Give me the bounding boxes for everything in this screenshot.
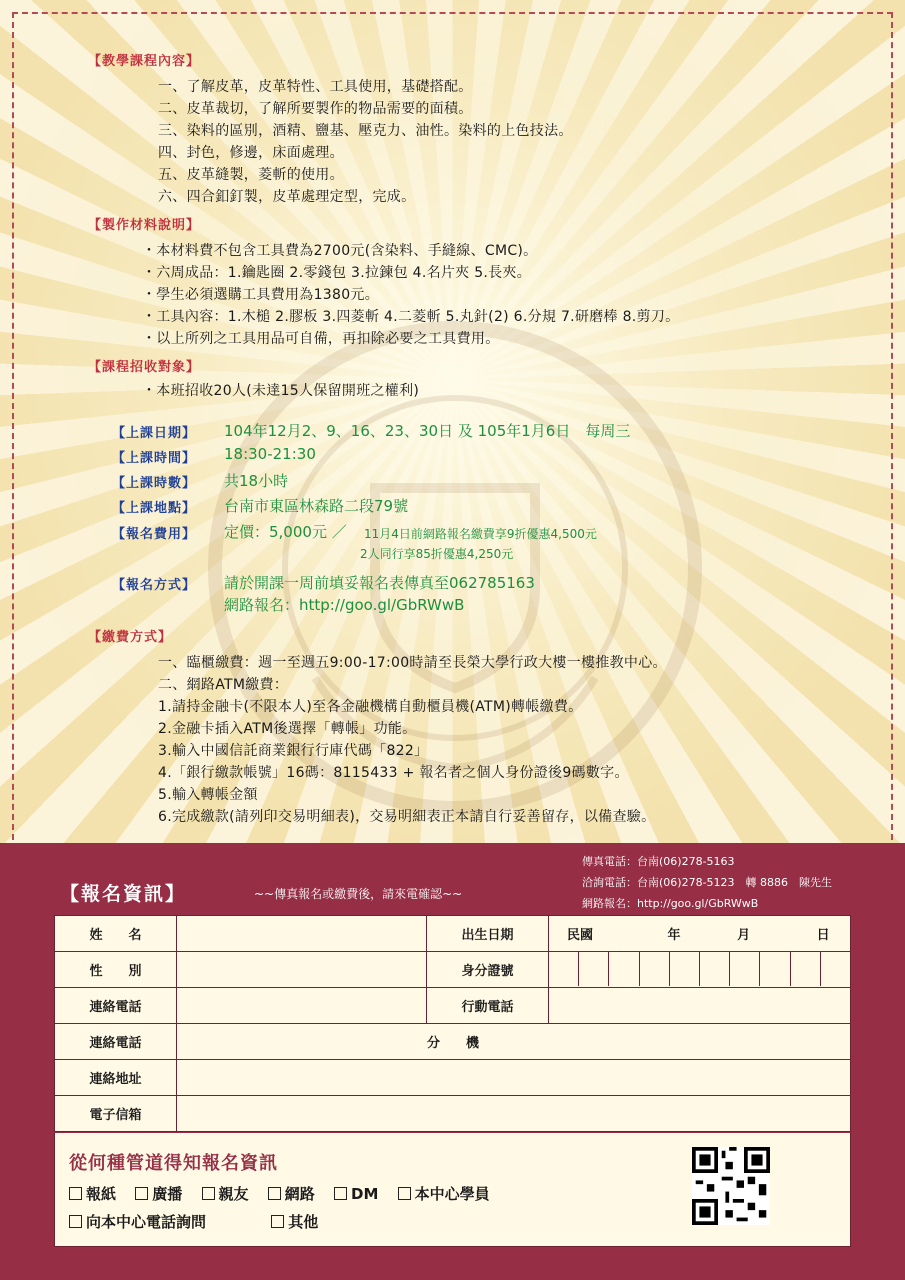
materials-item: ・工具內容：1.木槌 2.膠板 3.四菱斬 4.二菱斬 5.丸針(2) 6.分規 7.研磨棒 8.剪刀。 — [142, 309, 680, 325]
survey-options-row1 — [69, 1183, 504, 1204]
registration-note: ~~傳真報名或繳費後，請來電確認~~ — [254, 887, 463, 901]
id-field[interactable] — [549, 952, 851, 988]
time-label: 【上課時間】 — [112, 451, 197, 466]
payment-item: 2.金融卡插入ATM後選擇「轉帳」功能。 — [158, 721, 417, 737]
name-label: 姓 名 — [55, 916, 177, 952]
materials-title: 【製作材料說明】 — [88, 218, 201, 233]
course-item: 二、皮革裁切，了解所要製作的物品需要的面積。 — [158, 101, 473, 117]
payment-item: 4.「銀行繳款帳號」16碼：8115433 + 報名者之個人身份證後9碼數字。 — [158, 765, 629, 781]
date-value: 104年12月2、9、16、23、30日 及 105年1月6日 每周三 — [224, 422, 631, 440]
fax-number: 傳真電話：台南(06)278-5163 — [582, 855, 735, 868]
checkbox-icon[interactable] — [268, 1187, 281, 1200]
hours-value: 共18小時 — [224, 472, 289, 490]
id-label: 身分證號 — [427, 952, 549, 988]
course-item: 六、四合釦釘製，皮革處理定型，完成。 — [158, 189, 416, 205]
mobile-field[interactable] — [549, 988, 851, 1024]
registration-form — [54, 915, 851, 1132]
checkbox-icon[interactable] — [69, 1215, 82, 1228]
payment-item: 5.輸入轉帳金額 — [158, 787, 258, 803]
survey-options-row2 — [69, 1211, 332, 1232]
web-link[interactable]: 網路報名：http://goo.gl/GbRWwB — [582, 897, 759, 910]
place-label: 【上課地點】 — [112, 501, 197, 516]
option-dm[interactable]: DM — [334, 1185, 378, 1203]
option-alumni[interactable]: 本中心學員 — [398, 1185, 490, 1203]
course-item: 一、了解皮革，皮革特性、工具使用，基礎搭配。 — [158, 79, 473, 95]
payment-item: 1.請持金融卡(不限本人)至各金融機構自動櫃員機(ATM)轉帳繳費。 — [158, 699, 583, 715]
date-label: 【上課日期】 — [112, 426, 197, 441]
option-friends[interactable]: 親友 — [202, 1185, 249, 1203]
payment-item: 6.完成繳款(請列印交易明細表)，交易明細表正本請自行妥善留存，以備查驗。 — [158, 809, 656, 825]
option-radio[interactable]: 廣播 — [135, 1185, 182, 1203]
target-title: 【課程招收對象】 — [88, 360, 201, 375]
fee-value: 定價：5,000元 ／ — [224, 523, 347, 541]
checkbox-icon[interactable] — [135, 1187, 148, 1200]
registration-title: 【報名資訊】 — [60, 883, 187, 905]
hours-label: 【上課時數】 — [112, 476, 197, 491]
gender-field[interactable] — [177, 952, 427, 988]
phone1-label: 連絡電話 — [55, 988, 177, 1024]
payment-title: 【繳費方式】 — [88, 630, 173, 645]
phone2-field[interactable] — [177, 1024, 851, 1060]
address-field[interactable] — [177, 1060, 851, 1096]
month-label: 月 — [737, 928, 751, 943]
method-web: 網路報名：http://goo.gl/GbRWwB — [224, 596, 465, 614]
email-label: 電子信箱 — [55, 1096, 177, 1132]
method-label: 【報名方式】 — [112, 578, 197, 593]
fee-discount-group: 2人同行享85折優惠4,250元 — [360, 547, 514, 561]
course-title: 【教學課程內容】 — [88, 54, 201, 69]
target-text: ・本班招收20人(未達15人保留開班之權利) — [142, 383, 420, 399]
name-field[interactable] — [177, 916, 427, 952]
time-value: 18:30-21:30 — [224, 445, 316, 463]
ext-label: 分 機 — [427, 1036, 480, 1051]
course-item: 五、皮革縫製，菱斬的使用。 — [158, 167, 344, 183]
phone2-label: 連絡電話 — [55, 1024, 177, 1060]
phone-number: 洽詢電話：台南(06)278-5123 轉 8886 陳先生 — [582, 876, 833, 889]
materials-item: ・學生必須選購工具費用為1380元。 — [142, 287, 380, 303]
fee-discount-early: 11月4日前網路報名繳費享9折優惠4,500元 — [364, 527, 597, 541]
checkbox-icon[interactable] — [398, 1187, 411, 1200]
roc-label: 民國 — [567, 928, 594, 943]
gender-label: 性 別 — [55, 952, 177, 988]
address-label: 連絡地址 — [55, 1060, 177, 1096]
day-label: 日 — [816, 928, 830, 943]
phone1-field[interactable] — [177, 988, 427, 1024]
course-item: 四、封色，修邊，床面處理。 — [158, 145, 344, 161]
checkbox-icon[interactable] — [271, 1215, 284, 1228]
course-item: 三、染料的區別，酒精、鹽基、壓克力、油性。染料的上色技法。 — [158, 123, 573, 139]
email-field[interactable] — [177, 1096, 851, 1132]
checkbox-icon[interactable] — [334, 1187, 347, 1200]
materials-item: ・以上所列之工具用品可自備，再扣除必要之工具費用。 — [142, 331, 500, 347]
survey-title: 從何種管道得知報名資訊 — [69, 1153, 278, 1174]
year-label: 年 — [667, 928, 681, 943]
payment-item: 一、臨櫃繳費：週一至週五9:00-17:00時請至長榮大學行政大樓一樓推教中心。 — [158, 655, 667, 671]
qr-code-icon — [692, 1147, 770, 1225]
birthday-field[interactable] — [549, 916, 851, 952]
materials-item: ・六周成品：1.鑰匙圈 2.零錢包 3.拉鍊包 4.名片夾 5.長夾。 — [142, 265, 532, 281]
option-internet[interactable]: 網路 — [268, 1185, 315, 1203]
checkbox-icon[interactable] — [69, 1187, 82, 1200]
option-phone-inquiry[interactable]: 向本中心電話詢問 — [69, 1213, 206, 1231]
registration-section — [0, 843, 905, 1280]
option-newspaper[interactable]: 報紙 — [69, 1185, 116, 1203]
method-fax: 請於開課一周前填妥報名表傳真至062785163 — [224, 574, 535, 592]
source-survey — [54, 1133, 851, 1247]
materials-item: ・本材料費不包含工具費為2700元(含染料、手縫線、CMC)。 — [142, 243, 538, 259]
option-other[interactable]: 其他 — [271, 1213, 318, 1231]
fee-label: 【報名費用】 — [112, 527, 197, 542]
payment-item: 二、網路ATM繳費： — [158, 677, 289, 693]
mobile-label: 行動電話 — [427, 988, 549, 1024]
birthday-label: 出生日期 — [427, 916, 549, 952]
payment-item: 3.輸入中國信託商業銀行行庫代碼「822」 — [158, 743, 429, 759]
checkbox-icon[interactable] — [202, 1187, 215, 1200]
place-value: 台南市東區林森路二段79號 — [224, 497, 409, 515]
